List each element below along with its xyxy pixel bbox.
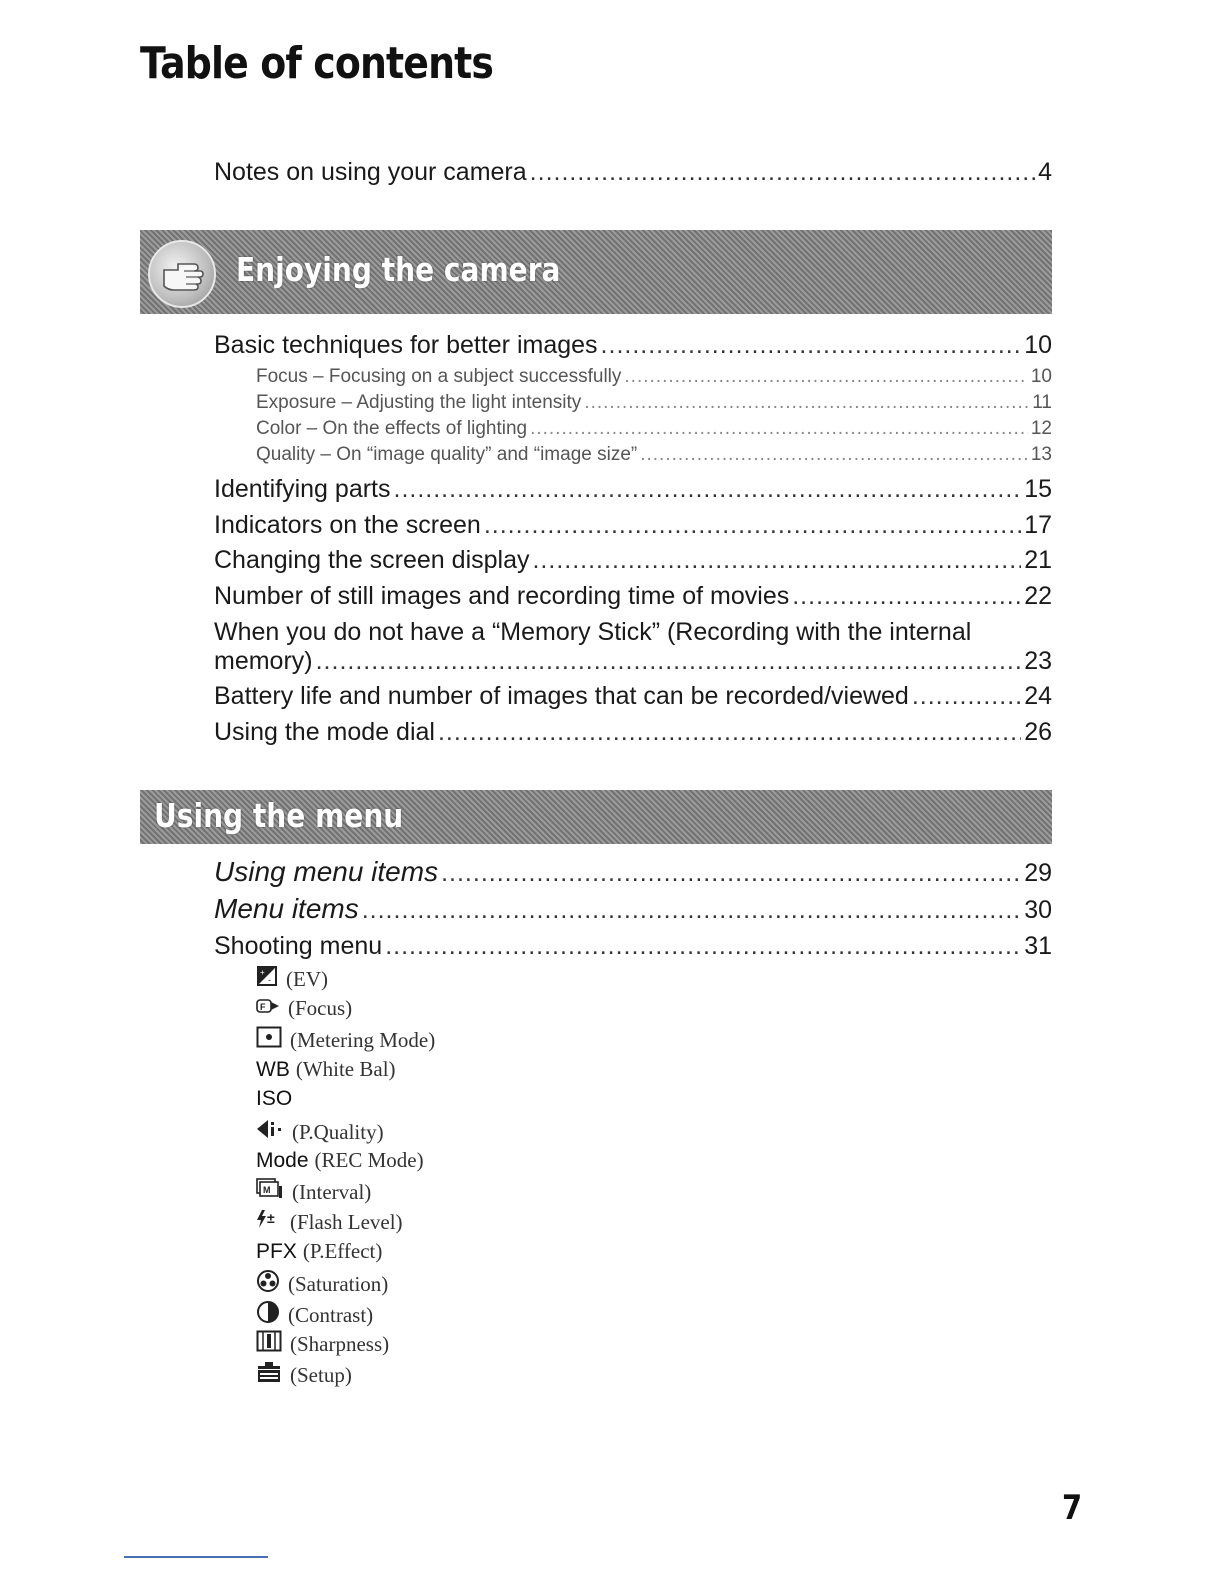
menu-item-interval[interactable]: [256, 1178, 371, 1206]
contrast-icon: [256, 1300, 280, 1330]
page-title: Table of contents: [140, 38, 494, 89]
toc-entry-label: Focus – Focusing on a subject successfully: [256, 366, 622, 387]
toc-entry-page: 17: [1024, 511, 1052, 539]
toc-entry-page: 22: [1024, 582, 1052, 610]
toc-entry[interactable]: [214, 331, 1052, 360]
toc-entry-page: 31: [1024, 932, 1052, 960]
interval-icon: [256, 1178, 284, 1206]
toc-entry-page: 4: [1038, 158, 1052, 186]
menu-item-label: (Saturation): [288, 1271, 389, 1296]
page-number: 7: [1062, 1488, 1083, 1528]
sharpness-icon: [256, 1330, 282, 1358]
toc-entry-notes[interactable]: [214, 158, 1052, 187]
toc-subentry[interactable]: [256, 392, 1052, 414]
leader-dots: [792, 582, 1021, 611]
toc-entry[interactable]: [214, 856, 1052, 888]
exposure-value-icon: [256, 965, 278, 993]
toc-entry[interactable]: [214, 718, 1052, 747]
menu-item-p-effect[interactable]: [256, 1239, 382, 1264]
menu-item-label: (P.Effect): [302, 1239, 383, 1263]
toc-entry[interactable]: [214, 475, 1052, 504]
menu-item-label: (Focus): [288, 996, 353, 1020]
svg-text:M: M: [263, 1185, 271, 1195]
menu-item-label: (Metering Mode): [290, 1027, 436, 1052]
section-banner-enjoying: [140, 230, 1052, 314]
toc-entry-label: Notes on using your camera: [214, 158, 527, 186]
toc-entry-label: Identifying parts: [214, 475, 391, 503]
svg-text:-: -: [268, 975, 271, 985]
flash-level-icon: [256, 1209, 282, 1235]
metering-mode-icon: [256, 1026, 282, 1054]
saturation-icon: [256, 1269, 280, 1299]
menu-item-ev[interactable]: [256, 965, 328, 993]
section-heading: Enjoying the camera: [236, 250, 561, 289]
leader-dots: [640, 444, 1028, 466]
menu-item-label: (Setup): [290, 1362, 352, 1387]
leader-dots: [441, 859, 1021, 888]
toc-entry[interactable]: [214, 511, 1052, 540]
toc-entry[interactable]: [214, 647, 1052, 676]
toc-entry-label: Exposure – Adjusting the light intensity: [256, 392, 582, 413]
leader-dots: [530, 418, 1028, 440]
section-banner-menu: [140, 790, 1052, 844]
leader-dots: [316, 647, 1022, 676]
toc-entry-label: Battery life and number of images that can be recorded/viewed: [214, 682, 909, 710]
toc-entry-label: memory): [214, 647, 313, 675]
toc-entry-label: Number of still images and recording time of movies: [214, 582, 790, 610]
menu-item-label: (Sharpness): [290, 1331, 390, 1356]
menu-item-sharpness[interactable]: [256, 1330, 389, 1358]
toc-subentry[interactable]: [256, 366, 1052, 388]
toc-entry-page: 11: [1032, 392, 1052, 413]
toc-entry-label: Basic techniques for better images: [214, 331, 598, 359]
toc-entry[interactable]: [214, 546, 1052, 575]
setup-icon: [256, 1361, 282, 1389]
toc-entry-page: 10: [1030, 366, 1052, 387]
toc-entry-page: 12: [1030, 418, 1052, 439]
leader-dots: [601, 331, 1022, 360]
toc-entry-page: 23: [1024, 647, 1052, 675]
menu-item-label: (P.Quality): [292, 1119, 384, 1144]
menu-item-label: (EV): [286, 966, 328, 991]
svg-text:+: +: [260, 968, 265, 977]
toc-entry-label: Changing the screen display: [214, 546, 530, 574]
toc-entry-label: Quality – On “image quality” and “image size”: [256, 444, 638, 465]
menu-item-white-bal[interactable]: [256, 1057, 396, 1082]
menu-item-label: (REC Mode): [314, 1148, 424, 1172]
menu-item-iso[interactable]: [256, 1087, 298, 1111]
svg-text:F: F: [260, 1002, 266, 1012]
menu-item-label: (Flash Level): [290, 1209, 403, 1234]
menu-item-label: (White Bal): [295, 1057, 396, 1081]
toc-entry[interactable]: [214, 932, 1052, 961]
toc-entry-label-line1[interactable]: When you do not have a “Memory Stick” (Recording with the internal: [214, 618, 972, 646]
menu-item-symbol: Mode: [256, 1148, 309, 1172]
toc-entry-label: Using the mode dial: [214, 718, 435, 746]
toc-entry-page: 24: [1024, 682, 1052, 710]
menu-item-contrast[interactable]: [256, 1300, 373, 1330]
toc-entry-page: 10: [1024, 331, 1052, 359]
menu-item-setup[interactable]: [256, 1361, 352, 1389]
toc-entry-label: Color – On the effects of lighting: [256, 418, 528, 439]
leader-dots: [532, 546, 1021, 575]
footer-rule: [124, 1556, 268, 1558]
menu-item-metering[interactable]: [256, 1026, 435, 1054]
toc-entry-page: 26: [1024, 718, 1052, 746]
menu-item-flash-level[interactable]: [256, 1209, 403, 1235]
menu-item-symbol: PFX: [256, 1239, 297, 1263]
toc-entry-label: Menu items: [214, 893, 359, 924]
menu-item-label: (Contrast): [288, 1302, 374, 1327]
toc-entry-label: Shooting menu: [214, 932, 383, 960]
menu-item-saturation[interactable]: [256, 1269, 388, 1299]
menu-item-p-quality[interactable]: [256, 1118, 384, 1146]
toc-subentry[interactable]: [256, 444, 1052, 466]
toc-entry-page: 30: [1024, 896, 1052, 924]
toc-entry[interactable]: [214, 582, 1052, 611]
toc-entry[interactable]: [214, 682, 1052, 711]
svg-text:±: ±: [267, 1210, 275, 1226]
menu-item-label: (Interval): [292, 1179, 372, 1204]
toc-entry-page: 21: [1024, 546, 1052, 574]
leader-dots: [438, 718, 1021, 747]
menu-item-symbol: WB: [256, 1057, 290, 1081]
toc-entry-label: Using menu items: [214, 856, 439, 887]
leader-dots: [624, 366, 1027, 388]
section-heading: Using the menu: [154, 796, 404, 835]
leader-dots: [362, 896, 1021, 925]
toc-entry[interactable]: [214, 893, 1052, 925]
leader-dots: [385, 932, 1021, 961]
menu-item-rec-mode[interactable]: [256, 1148, 424, 1173]
menu-item-symbol: ISO: [256, 1087, 293, 1110]
leader-dots: [530, 158, 1035, 187]
toc-entry-page: 13: [1030, 444, 1052, 465]
toc-entry-page: 29: [1024, 859, 1052, 887]
leader-dots: [394, 475, 1022, 504]
hand-pointing-icon: [148, 240, 216, 308]
focus-icon: [256, 996, 280, 1021]
toc-subentry[interactable]: [256, 418, 1052, 440]
leader-dots: [912, 682, 1021, 711]
leader-dots: [584, 392, 1029, 414]
toc-entry-label: Indicators on the screen: [214, 511, 481, 539]
picture-quality-icon: [256, 1118, 284, 1146]
leader-dots: [484, 511, 1021, 540]
toc-entry-page: 15: [1024, 475, 1052, 503]
menu-item-focus[interactable]: [256, 996, 352, 1021]
